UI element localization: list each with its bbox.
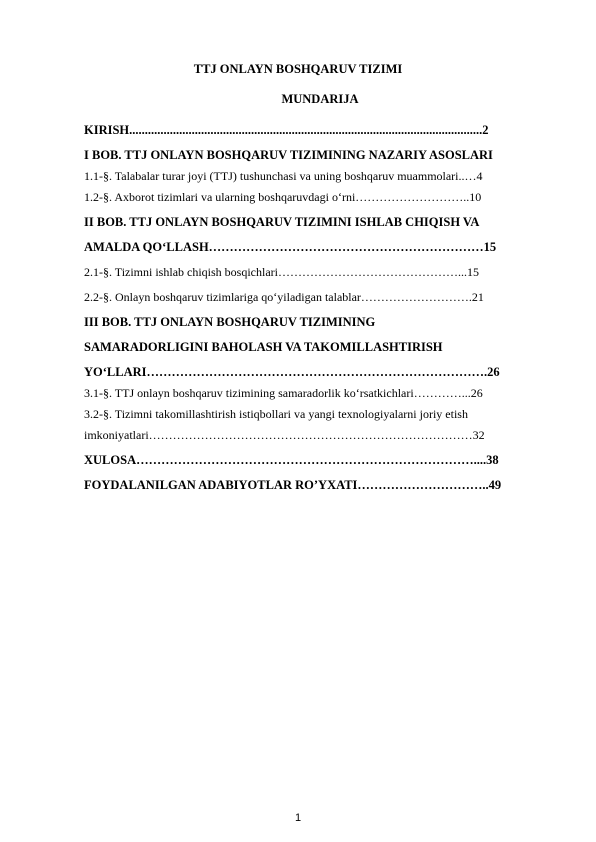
toc-chapter-2-line-2[interactable]: AMALDA QO‘LLASH…………………………………………………………15 [84, 240, 497, 254]
toc-section-1-1[interactable]: 1.1-§. Talabalar turar joyi (TTJ) tushunchasi va uning boshqaruv muammolari..…4 [84, 169, 483, 183]
toc-chapter-2-line-1[interactable]: II BOB. TTJ ONLAYN BOSHQARUV TIZIMINI ISHLAB CHIQISH VA [84, 215, 480, 229]
toc-section-3-1[interactable]: 3.1-§. TTJ onlayn boshqaruv tizimining samaradorlik ko‘rsatkichlari…………...26 [84, 386, 483, 400]
toc-section-1-2[interactable]: 1.2-§. Axborot tizimlari va ularning boshqaruvdagi o‘rni………………………..10 [84, 190, 482, 204]
toc-entry-intro[interactable]: KIRISH.................................................................................................................2 [84, 123, 489, 137]
document-title: TTJ ONLAYN BOSHQARUV TIZIMI [193, 62, 403, 76]
toc-section-3-2-line-2[interactable]: imkoniyatlari………………………………………………………………………32 [84, 428, 485, 442]
toc-section-2-2[interactable]: 2.2-§. Onlayn boshqaruv tizimlariga qo‘yiladigan talablar……………………….21 [84, 290, 484, 304]
toc-section-3-2-line-1[interactable]: 3.2-§. Tizimni takomillashtirish istiqbollari va yangi texnologiyalarni joriy etish [84, 407, 468, 421]
table-of-contents [84, 120, 556, 496]
toc-chapter-3-line-1[interactable]: III BOB. TTJ ONLAYN BOSHQARUV TIZIMINING [84, 315, 376, 329]
toc-entry-references[interactable]: FOYDALANILGAN ADABIYOTLAR RO’YXATI…………………………..49 [84, 478, 502, 492]
toc-heading: MUNDARIJA [281, 92, 359, 106]
toc-entry-conclusion[interactable]: XULOSA………………………………………………………………………....38 [84, 453, 499, 467]
toc-chapter-3-line-2[interactable]: SAMARADORLIGINI BAHOLASH VA TAKOMILLASHTIRISH [84, 340, 443, 354]
page-number: 1 [294, 812, 302, 824]
toc-section-2-1[interactable]: 2.1-§. Tizimni ishlab chiqish bosqichlari………………………………………...15 [84, 265, 479, 279]
toc-chapter-1[interactable]: I BOB. TTJ ONLAYN BOSHQARUV TIZIMINING NAZARIY ASOSLARI [84, 148, 493, 162]
toc-chapter-3-line-3[interactable]: YO‘LLARI……………………………………………………………………….26 [84, 365, 500, 379]
